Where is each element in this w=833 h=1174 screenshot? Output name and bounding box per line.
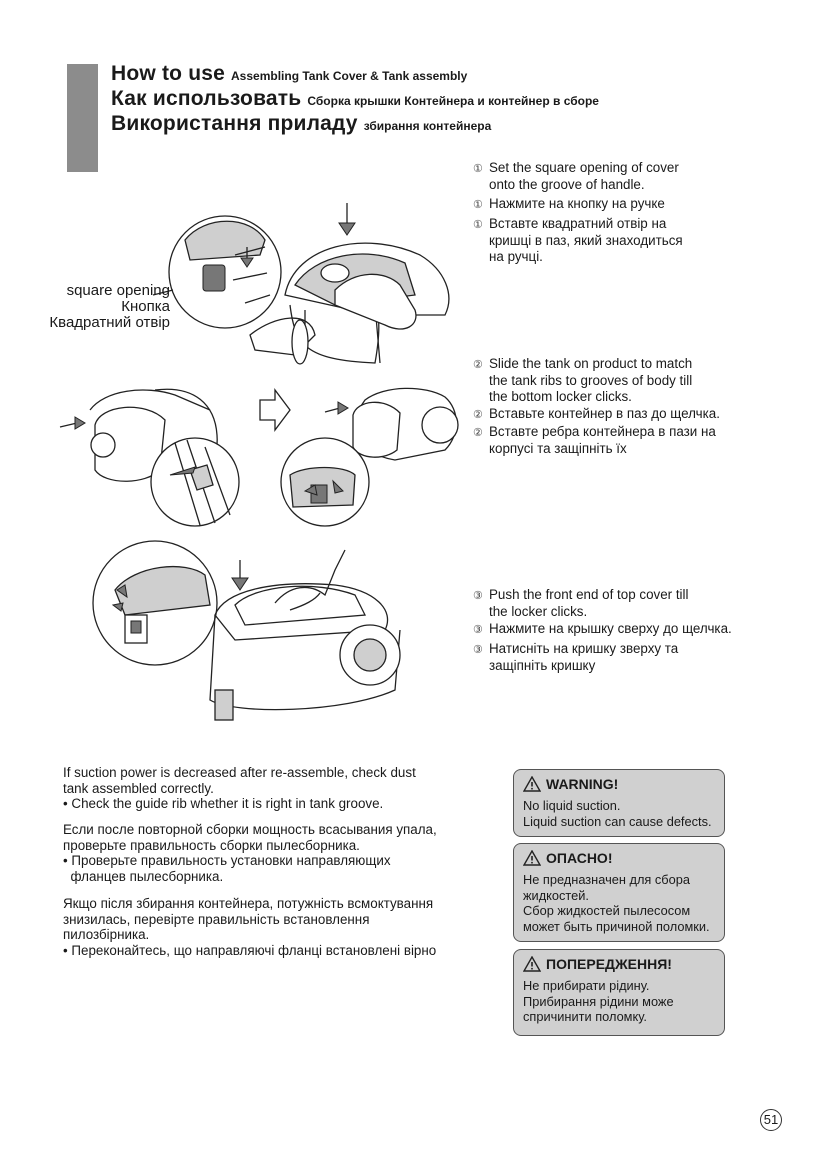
step-2-uk-line-2: корпусі та защіпніть їх: [489, 441, 627, 456]
page-number: 51: [760, 1109, 782, 1131]
step-2-ru-line-1: Вставьте контейнер в паз до щелчка.: [489, 406, 720, 421]
section-sidebar-bar: [67, 64, 98, 172]
step-3-uk-line-1: Натисніть на кришку зверху та: [489, 641, 679, 656]
step-1-uk-line-2: кришці в паз, який знаходиться: [489, 233, 683, 248]
note-uk-line-2: знизилась, перевірте правильність встановлення: [63, 911, 370, 927]
step-2-en-line-2: the tank ribs to grooves of body till: [489, 373, 693, 388]
note-uk-line-1: Якщо після збирання контейнера, потужність всмоктування: [63, 896, 434, 911]
step-2-uk-line-1: Вставте ребра контейнера в пази на: [489, 424, 716, 439]
step-2-marker: ②: [473, 359, 483, 371]
header-en-subtitle: Assembling Tank Cover & Tank assembly: [231, 69, 468, 83]
step-3-en-line-1: Push the front end of top cover till: [489, 587, 689, 602]
warning-triangle-icon: [523, 776, 541, 792]
header-ru-subtitle: Сборка крышки Контейнера и контейнер в сборе: [307, 94, 599, 108]
warning-uk-line-1: Не прибирати рідину.: [523, 978, 650, 993]
warning-uk-line-2: Прибирання рідини може: [523, 993, 674, 1009]
warning-box-en: [513, 769, 725, 837]
header-ru: [111, 87, 599, 111]
warning-ru-line-2: жидкостей.: [523, 887, 589, 903]
figure-2-illustration: [60, 388, 458, 526]
warning-ru-line-4: может быть причиной поломки.: [523, 918, 710, 934]
warning-triangle-icon: [523, 850, 541, 866]
step-2-en-line-1: Slide the tank on product to match: [489, 356, 693, 371]
note-ru-line-4: фланцев пылесборника.: [63, 868, 224, 884]
note-en: [63, 765, 416, 812]
warning-title-ru: ОПАСНО!: [546, 850, 613, 866]
warning-en-line-2: Liquid suction can cause defects.: [523, 813, 712, 829]
step-1-ru-line-1: Нажмите на кнопку на ручке: [489, 196, 665, 211]
figure-1-illustration: [153, 203, 449, 364]
figure-label-uk: Квадратний отвір: [49, 314, 170, 331]
note-ru-line-1: Если после повторной сборки мощность всасывания упала,: [63, 822, 437, 837]
step-2: [473, 356, 720, 457]
step-1: [473, 160, 683, 265]
assembly-illustrations: [35, 185, 475, 730]
step-1-en-line-1: Set the square opening of cover: [489, 160, 679, 175]
warning-title-uk: ПОПЕРЕДЖЕННЯ!: [546, 956, 672, 972]
note-en-line-1: If suction power is decreased after re-assemble, check dust: [63, 765, 416, 780]
warning-en-line-1: No liquid suction.: [523, 798, 621, 813]
warning-title-en: WARNING!: [546, 776, 619, 792]
warning-uk-line-3: спричинити поломку.: [523, 1009, 647, 1024]
step-1-en-line-2: onto the groove of handle.: [489, 177, 645, 192]
step-1-marker-ru: ①: [473, 199, 483, 211]
note-uk-line-4: • Переконайтесь, що направляючі фланці встановлені вірно: [63, 942, 437, 958]
note-ru-line-2: проверьте правильность сборки пылесборника.: [63, 837, 360, 853]
header-en-title: How to use: [111, 62, 226, 85]
note-ru: [63, 822, 437, 884]
step-3-en-line-2: the locker clicks.: [489, 604, 588, 619]
step-1-marker-uk: ①: [473, 219, 483, 231]
figure-label-en: square opening: [66, 282, 170, 299]
step-2-marker-ru: ②: [473, 409, 483, 421]
step-1-uk-line-3: на ручці.: [489, 249, 543, 264]
step-1-marker: ①: [473, 163, 483, 175]
header-uk: [111, 112, 491, 136]
step-2-en-line-3: the bottom locker clicks.: [489, 389, 632, 404]
figure-label-ru: Кнопка: [121, 298, 170, 315]
warning-box-uk: [513, 949, 725, 1036]
note-uk-line-3: пилозбірника.: [63, 927, 150, 942]
warning-ru-line-3: Сбор жидкостей пылесосом: [523, 903, 691, 918]
note-en-line-2: tank assembled correctly.: [63, 780, 214, 796]
header-uk-title: Використання приладу: [111, 112, 358, 135]
step-1-uk-line-1: Вставте квадратний отвір на: [489, 216, 667, 231]
step-2-marker-uk: ②: [473, 427, 483, 439]
note-ru-line-3: • Проверьте правильность установки направляющих: [63, 853, 391, 868]
note-en-line-3: • Check the guide rib whether it is right in tank groove.: [63, 796, 384, 811]
warning-box-ru: [513, 843, 725, 942]
note-uk: [63, 896, 436, 958]
header-ru-title: Как использовать: [111, 87, 302, 110]
step-3-marker-uk: ③: [473, 644, 483, 656]
step-3-uk-line-2: защіпніть кришку: [489, 658, 596, 673]
warning-ru-line-1: Не предназначен для сбора: [523, 872, 690, 887]
warning-triangle-icon: [523, 956, 541, 972]
step-3: [473, 587, 732, 674]
step-3-ru-line-1: Нажмите на крышку сверху до щелчка.: [489, 621, 732, 636]
figure-3-illustration: [93, 541, 400, 720]
step-3-marker-ru: ③: [473, 624, 483, 636]
step-3-marker: ③: [473, 590, 483, 602]
header-en: [111, 62, 467, 86]
header-uk-subtitle: збирання контейнера: [363, 119, 492, 133]
